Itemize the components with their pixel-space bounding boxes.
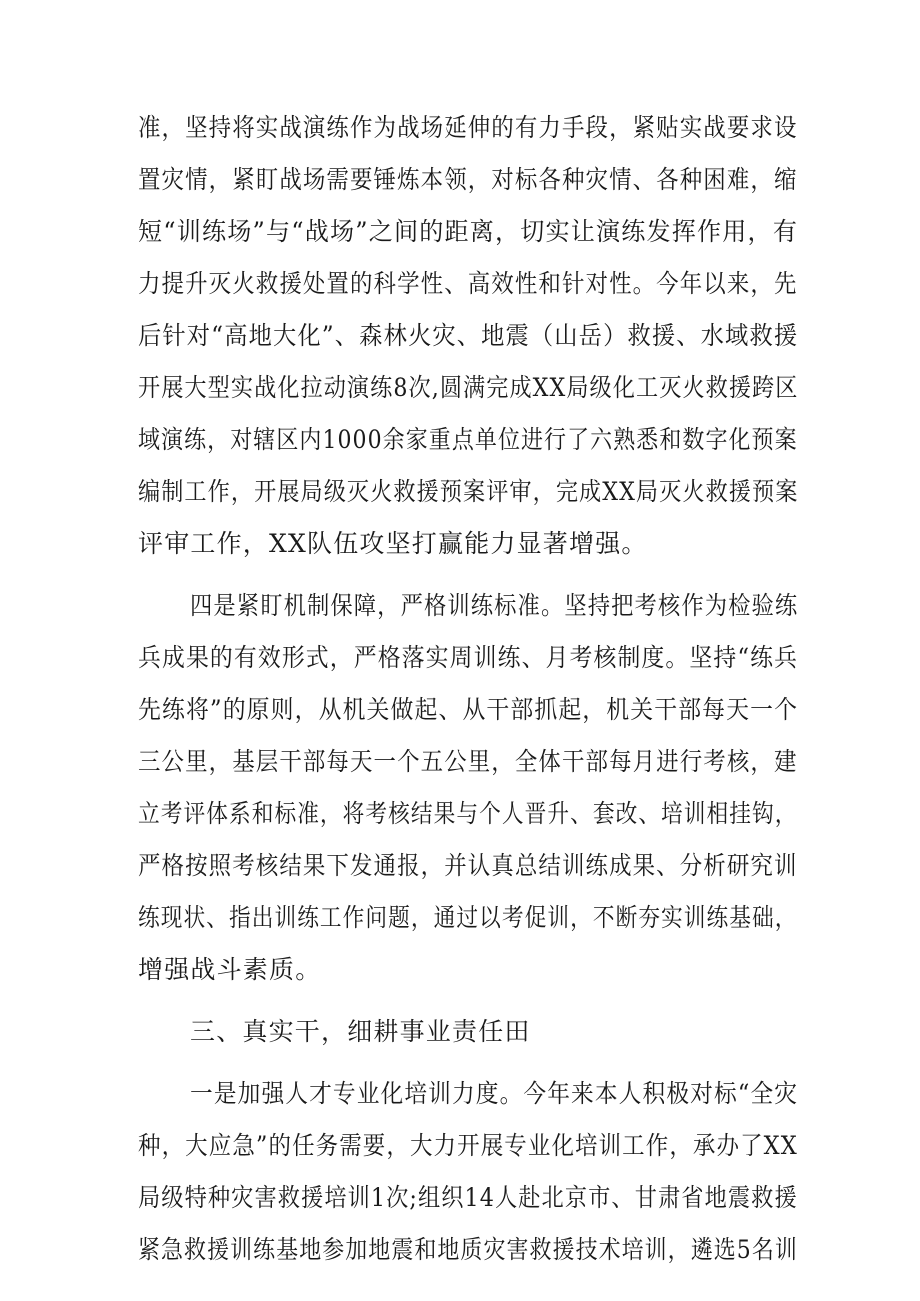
text-line: 开展大型实战化拉动演练8次,圆满完成XX局级化工灭火救援跨区: [138, 373, 799, 402]
text-line: 准，坚持将实战演练作为战场延伸的有力手段，紧贴实战要求设: [138, 113, 798, 142]
text-line: 增强战斗素质。: [138, 955, 322, 984]
text-line: 置灾情，紧盯战场需要锤炼本领，对标各种灾情、各种困难，缩: [138, 165, 798, 194]
text-line: 练现状、指出训练工作问题，通过以考促训，不断夯实训练基础，: [138, 903, 798, 932]
text-line: 种，大应急”的任务需要，大力开展专业化培训工作，承办了XX: [138, 1131, 798, 1160]
text-line: 后针对“高地大化”、森林火灾、地震（山岳）救援、水域救援: [138, 321, 799, 350]
text-line: 先练将”的原则，从机关做起、从干部抓起，机关干部每天一个: [138, 695, 799, 724]
text-line: 一是加强人才专业化培训力度。今年来本人积极对标“全灾: [190, 1079, 799, 1108]
text-line: 严格按照考核结果下发通报，并认真总结训练成果、分析研究训: [138, 851, 798, 880]
text-line: 立考评体系和标准，将考核结果与个人晋升、套改、培训相挂钩，: [138, 799, 798, 828]
text-line: 力提升灭火救援处置的科学性、高效性和针对性。今年以来，先: [138, 269, 798, 298]
text-line: 局级特种灾害救援培训1次;组织14人赴北京市、甘肃省地震救援: [138, 1183, 798, 1212]
text-line: 评审工作，XX队伍攻坚打赢能力显著增强。: [138, 529, 648, 558]
text-line: 紧急救援训练基地参加地震和地质灾害救援技术培训，遴选5名训: [138, 1235, 798, 1264]
text-line: 域演练，对辖区内1000余家重点单位进行了六熟悉和数字化预案: [138, 425, 798, 454]
text-line: 短“训练场”与“战场”之间的距离，切实让演练发挥作用，有: [138, 217, 799, 246]
section-heading: 三、真实干，细耕事业责任田: [190, 1017, 531, 1046]
text-line: 四是紧盯机制保障，严格训练标准。坚持把考核作为检验练: [190, 591, 799, 620]
text-line: 兵成果的有效形式，严格落实周训练、月考核制度。坚持“练兵: [138, 643, 799, 672]
text-line: 编制工作，开展局级灭火救援预案评审，完成XX局灭火救援预案: [138, 477, 799, 506]
text-line: 三公里，基层干部每天一个五公里，全体干部每月进行考核，建: [138, 747, 798, 776]
